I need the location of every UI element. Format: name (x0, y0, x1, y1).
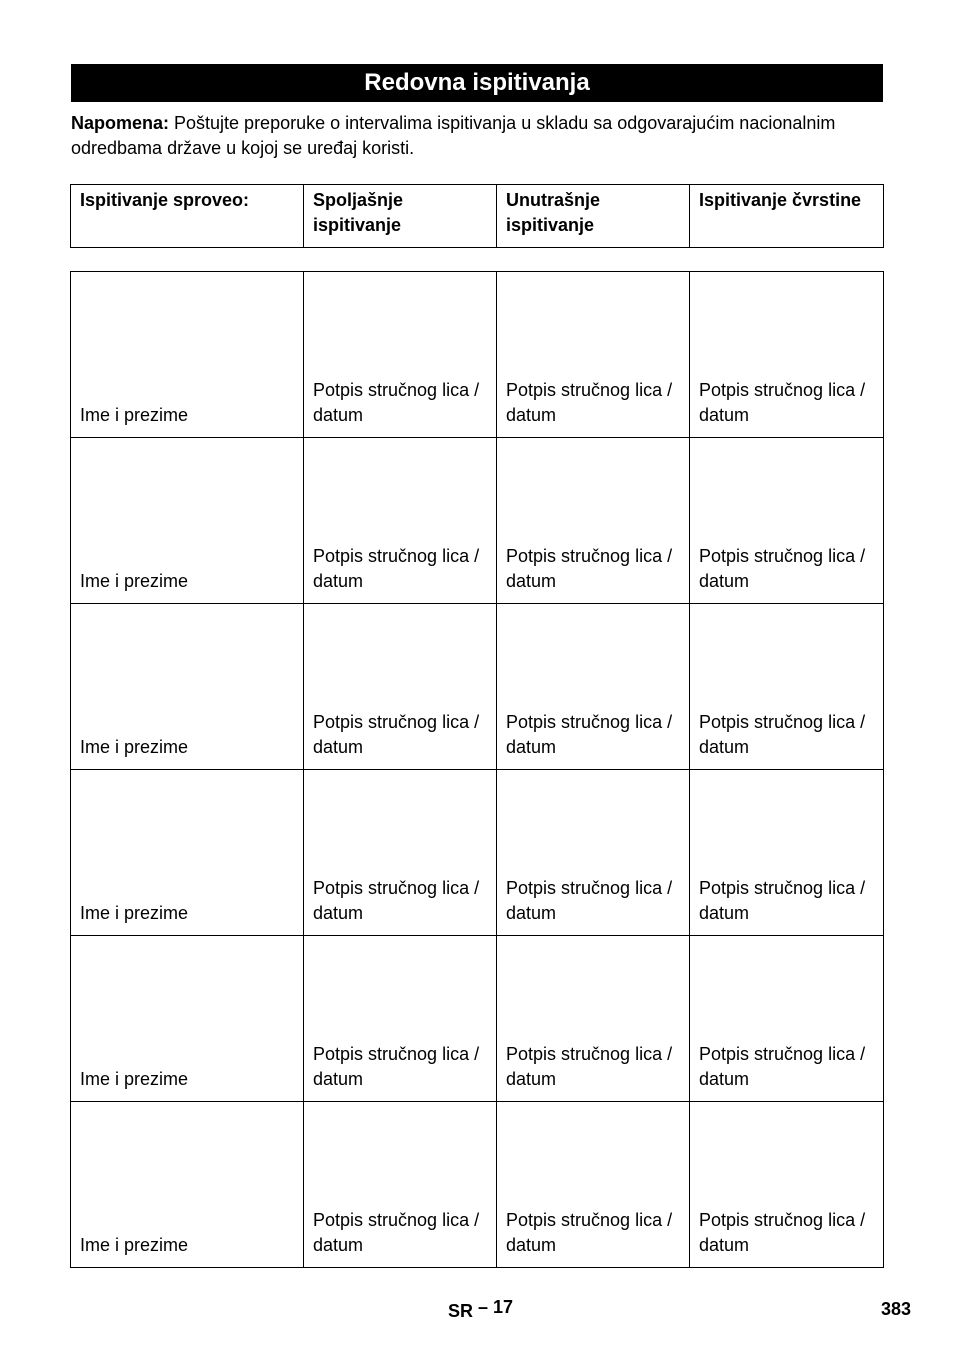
name-cell[interactable]: Ime i prezime (71, 604, 304, 770)
signature-cell[interactable]: Potpis stručnog lica / datum (304, 272, 497, 438)
name-cell[interactable]: Ime i prezime (71, 1102, 304, 1268)
footer-section-page: – 17 (478, 1297, 514, 1317)
table-row (71, 936, 884, 1102)
footer-language: SR (448, 1301, 474, 1321)
page-title: Redovna ispitivanja (71, 64, 883, 102)
signature-cell[interactable]: Potpis stručnog lica / datum (304, 1102, 497, 1268)
header-row (71, 185, 884, 248)
header-strength-test: Ispitivanje čvrstine (690, 185, 884, 248)
signature-cell[interactable]: Potpis stručnog lica / datum (304, 438, 497, 604)
signature-cell[interactable]: Potpis stručnog lica / datum (497, 1102, 690, 1268)
table-row (71, 1102, 884, 1268)
signature-cell[interactable]: Potpis stručnog lica / datum (690, 770, 884, 936)
header-inspected-by: Ispitivanje sproveo: (71, 185, 304, 248)
name-cell[interactable]: Ime i prezime (71, 936, 304, 1102)
signature-cell[interactable]: Potpis stručnog lica / datum (304, 936, 497, 1102)
table-row (71, 770, 884, 936)
inspection-record-table (70, 271, 884, 1268)
note-text: Poštujte preporuke o intervalima ispitivanja u skladu sa odgovarajućim nacionalnim odredbama države u kojoj se uređaj koristi. (71, 113, 836, 158)
signature-cell[interactable]: Potpis stručnog lica / datum (497, 770, 690, 936)
inspection-header-table (70, 184, 884, 248)
footer-page-number: 383 (880, 1299, 911, 1319)
table-row (71, 272, 884, 438)
note-lead: Napomena: (71, 113, 170, 133)
table-row (71, 438, 884, 604)
signature-cell[interactable]: Potpis stručnog lica / datum (497, 604, 690, 770)
signature-cell[interactable]: Potpis stručnog lica / datum (690, 438, 884, 604)
name-cell[interactable]: Ime i prezime (71, 272, 304, 438)
table-row (71, 604, 884, 770)
footer-section-label (448, 1297, 514, 1321)
name-cell[interactable]: Ime i prezime (71, 438, 304, 604)
signature-cell[interactable]: Potpis stručnog lica / datum (304, 604, 497, 770)
signature-cell[interactable]: Potpis stručnog lica / datum (690, 604, 884, 770)
header-external-inspection: Spoljašnje ispitivanje (304, 185, 497, 248)
signature-cell[interactable]: Potpis stručnog lica / datum (690, 1102, 884, 1268)
signature-cell[interactable]: Potpis stručnog lica / datum (304, 770, 497, 936)
note-paragraph (71, 111, 883, 161)
signature-cell[interactable]: Potpis stručnog lica / datum (690, 272, 884, 438)
header-internal-inspection: Unutrašnje ispitivanje (497, 185, 690, 248)
signature-cell[interactable]: Potpis stručnog lica / datum (497, 936, 690, 1102)
signature-cell[interactable]: Potpis stručnog lica / datum (497, 438, 690, 604)
signature-cell[interactable]: Potpis stručnog lica / datum (690, 936, 884, 1102)
name-cell[interactable]: Ime i prezime (71, 770, 304, 936)
signature-cell[interactable]: Potpis stručnog lica / datum (497, 272, 690, 438)
